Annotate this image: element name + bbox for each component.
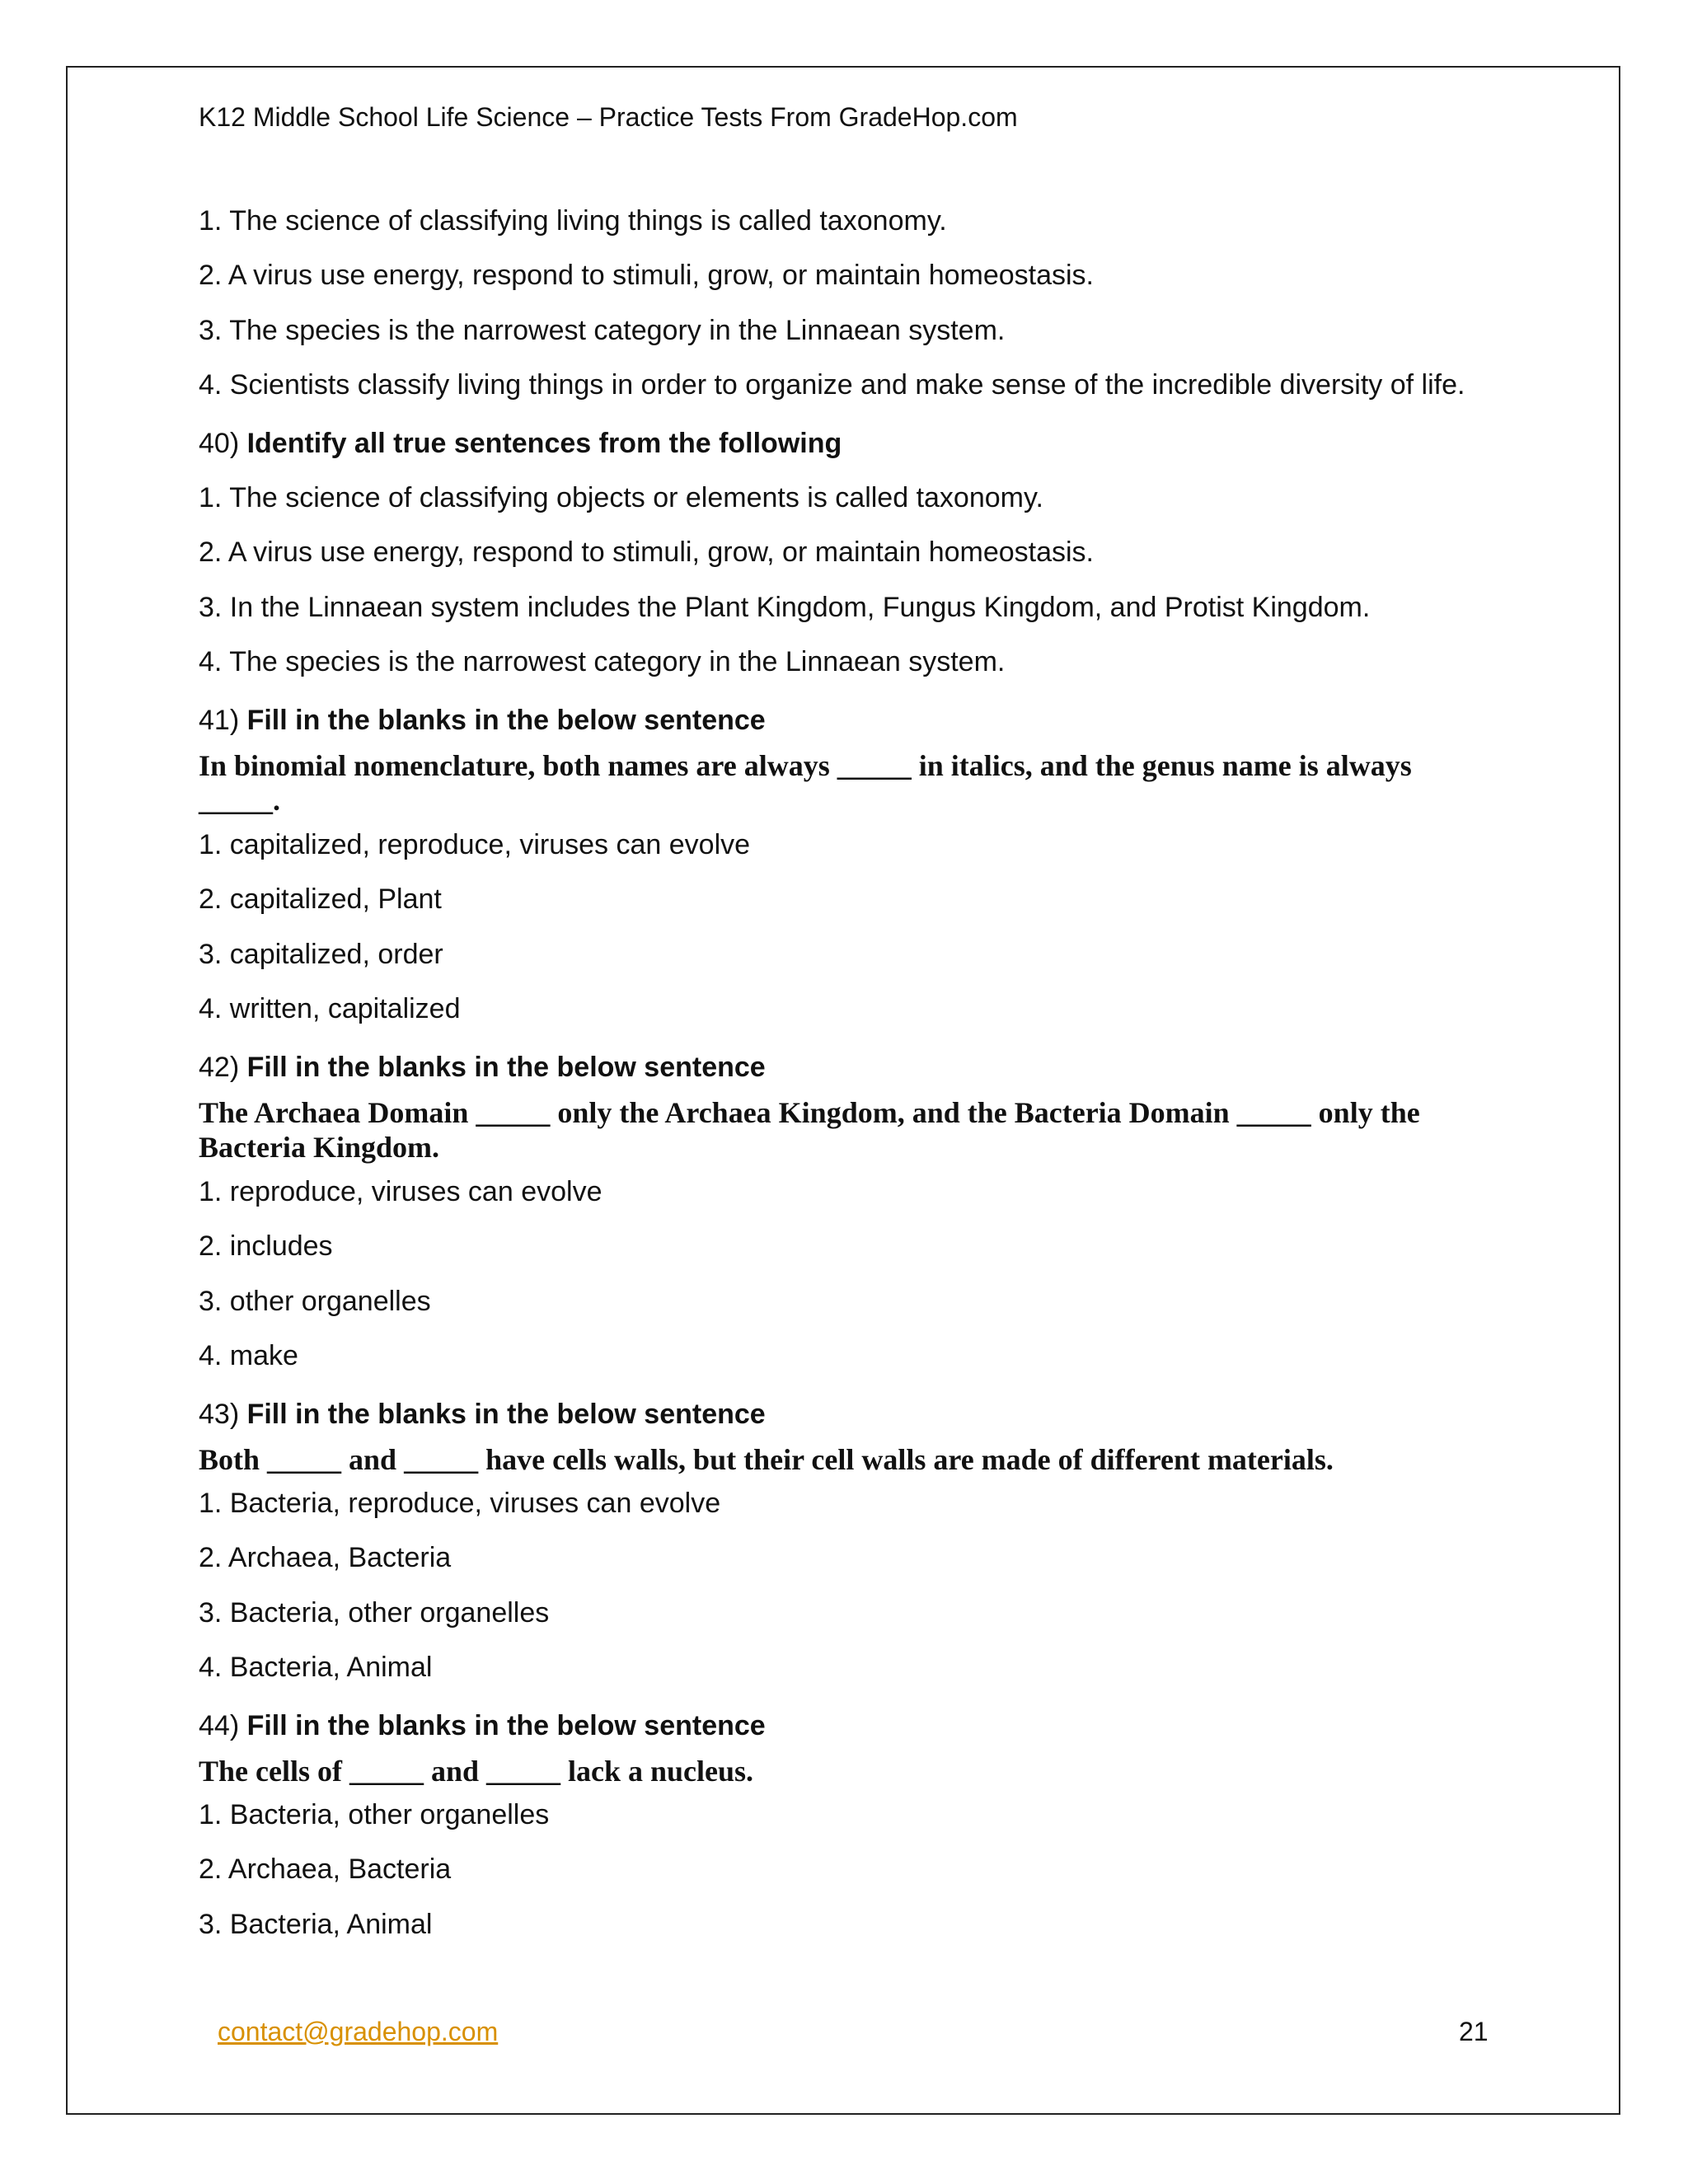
q43-sentence: Both _____ and _____ have cells walls, but their cell walls are made of different materials. [199,1443,1334,1476]
question-prompt: Identify all true sentences from the following [246,428,842,459]
q39-option-1: 1. The science of classifying living things is called taxonomy. [199,205,947,237]
question-prompt: Fill in the blanks in the below sentence [246,1710,766,1741]
question-42-heading [199,1047,766,1088]
q43-option-3: 3. Bacteria, other organelles [199,1597,550,1629]
q44-sentence: The cells of _____ and _____ lack a nucleus. [199,1755,754,1788]
question-prompt: Fill in the blanks in the below sentence [246,1052,766,1083]
q42-option-4: 4. make [199,1340,298,1371]
q43-option-1: 1. Bacteria, reproduce, viruses can evolve [199,1488,721,1519]
q40-option-1: 1. The science of classifying objects or elements is called taxonomy. [199,482,1043,513]
page-header: K12 Middle School Life Science – Practice Tests From GradeHop.com [199,102,1018,132]
question-44-heading [199,1705,766,1746]
q41-option-3: 3. capitalized, order [199,939,443,970]
q42-option-2: 2. includes [199,1230,333,1262]
q41-option-4: 4. written, capitalized [199,993,461,1024]
q41-option-2: 2. capitalized, Plant [199,883,442,915]
question-number: 40) [199,428,240,459]
question-number: 44) [199,1710,240,1741]
q44-option-2: 2. Archaea, Bacteria [199,1854,452,1885]
q42-option-1: 1. reproduce, viruses can evolve [199,1176,603,1207]
q41-option-1: 1. capitalized, reproduce, viruses can evolve [199,829,751,860]
q42-sentence: The Archaea Domain _____ only the Archaea Kingdom, and the Bacteria Domain _____ only the Bacteria Kingdom. [199,1096,1420,1164]
contact-email-link[interactable]: contact@gradehop.com [218,2017,499,2046]
q39-option-4: 4. Scientists classify living things in order to organize and make sense of the incredible diversity of life. [199,369,1465,401]
q40-option-2: 2. A virus use energy, respond to stimuli, grow, or maintain homeostasis. [199,537,1095,568]
question-number: 42) [199,1052,240,1083]
question-number: 43) [199,1399,240,1430]
q42-option-3: 3. other organelles [199,1286,431,1317]
question-number: 41) [199,705,240,736]
q43-option-4: 4. Bacteria, Animal [199,1652,433,1683]
q40-option-4: 4. The species is the narrowest category in the Linnaean system. [199,646,1006,677]
q41-sentence: In binomial nomenclature, both names are always _____ in italics, and the genus name is always _____. [199,749,1412,817]
q40-option-3: 3. In the Linnaean system includes the Plant Kingdom, Fungus Kingdom, and Protist Kingdom. [199,592,1371,623]
question-prompt: Fill in the blanks in the below sentence [246,705,766,736]
question-prompt: Fill in the blanks in the below sentence [246,1399,766,1430]
question-43-heading [199,1394,766,1435]
q44-option-1: 1. Bacteria, other organelles [199,1799,550,1830]
question-41-heading [199,700,766,741]
question-40-heading [199,423,842,464]
q39-option-2: 2. A virus use energy, respond to stimuli, grow, or maintain homeostasis. [199,260,1095,291]
q43-option-2: 2. Archaea, Bacteria [199,1542,452,1573]
q39-option-3: 3. The species is the narrowest category in the Linnaean system. [199,315,1006,346]
page-number: 21 [1459,2017,1489,2046]
q44-option-3: 3. Bacteria, Animal [199,1909,433,1940]
